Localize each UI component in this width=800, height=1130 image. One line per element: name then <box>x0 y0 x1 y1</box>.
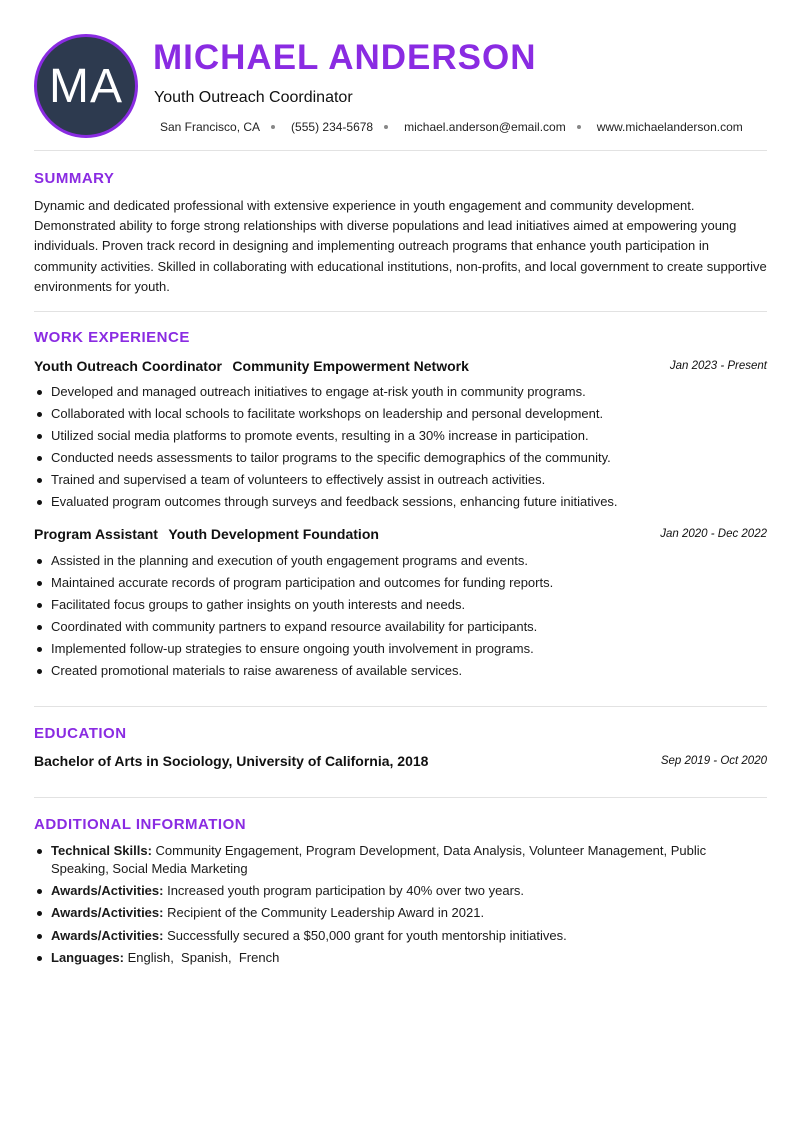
list-item: Evaluated program outcomes through surveys and feedback sessions, enhancing future initiatives. <box>34 493 767 511</box>
contact-line <box>160 120 743 134</box>
dot-separator-icon <box>384 125 388 129</box>
job-dates: Jan 2020 - Dec 2022 <box>660 528 767 540</box>
candidate-title: Youth Outreach Coordinator <box>154 89 353 106</box>
list-item: Collaborated with local schools to facilitate workshops on leadership and personal development. <box>34 405 767 423</box>
contact-website[interactable]: www.michaelanderson.com <box>596 120 743 134</box>
section-divider <box>34 311 767 312</box>
job-header <box>34 358 767 376</box>
job-organization: Youth Development Foundation <box>168 526 379 542</box>
list-item: Developed and managed outreach initiatives to engage at-risk youth in community programs. <box>34 383 767 401</box>
section-divider <box>34 150 767 151</box>
item-text: Community Engagement, Program Development, Data Analysis, Volunteer Management, Public Speaking, Social Media Marketing <box>51 843 707 876</box>
additional-heading: ADDITIONAL INFORMATION <box>34 816 247 833</box>
section-divider <box>34 706 767 707</box>
item-text: Increased youth program participation by 40% over two years. <box>163 883 525 899</box>
contact-email[interactable]: michael.anderson@email.com <box>404 120 566 134</box>
list-item <box>34 882 767 900</box>
list-item <box>34 842 767 878</box>
list-item: Utilized social media platforms to promote events, resulting in a 30% increase in participation. <box>34 427 767 445</box>
list-item: Facilitated focus groups to gather insights on youth interests and needs. <box>34 596 767 614</box>
list-item: Conducted needs assessments to tailor programs to the specific demographics of the community. <box>34 449 767 467</box>
item-label: Awards/Activities: <box>51 927 164 943</box>
job-bullets <box>34 383 767 516</box>
item-label: Languages: <box>51 949 124 965</box>
item-label: Awards/Activities: <box>51 905 164 921</box>
list-item <box>34 949 767 967</box>
summary-heading: SUMMARY <box>34 170 115 187</box>
resume-header <box>0 0 800 150</box>
list-item: Trained and supervised a team of volunteers to effectively assist in outreach activities. <box>34 471 767 489</box>
job-dates: Jan 2023 - Present <box>669 360 767 372</box>
list-item: Coordinated with community partners to expand resource availability for participants. <box>34 618 767 636</box>
contact-phone: (555) 234-5678 <box>291 120 374 134</box>
list-item: Created promotional materials to raise awareness of available services. <box>34 662 767 680</box>
experience-heading: WORK EXPERIENCE <box>34 329 190 346</box>
dot-separator-icon <box>271 125 275 129</box>
education-degree: Bachelor of Arts in Sociology, University of California, 2018 <box>34 753 429 769</box>
job-organization: Community Empowerment Network <box>232 358 469 374</box>
summary-text: Dynamic and dedicated professional with extensive experience in youth engagement and community development. Demonstrated ability to forge strong relationships with diverse populations and lead initiatives aimed at empowering young individuals. Proven track record in designing and implementing outreach programs that enhance youth participation in community activities. Skilled in collaborating with educational institutions, non-profits, and local government to create supportive environments for youth. <box>34 198 767 294</box>
avatar-initials: MA <box>34 34 138 138</box>
list-item <box>34 927 767 945</box>
item-text: English, Spanish, French <box>123 949 280 965</box>
contact-location: San Francisco, CA <box>160 120 261 134</box>
list-item: Maintained accurate records of program participation and outcomes for funding reports. <box>34 574 767 592</box>
additional-list <box>34 842 767 971</box>
item-label: Awards/Activities: <box>51 883 164 899</box>
list-item: Implemented follow-up strategies to ensure ongoing youth involvement in programs. <box>34 640 767 658</box>
job-role: Program Assistant <box>34 526 158 542</box>
job-role: Youth Outreach Coordinator <box>34 358 222 374</box>
list-item: Assisted in the planning and execution of youth engagement programs and events. <box>34 552 767 570</box>
candidate-name: MICHAEL ANDERSON <box>153 38 537 77</box>
item-label: Technical Skills: <box>51 843 152 858</box>
list-item <box>34 904 767 922</box>
education-dates: Sep 2019 - Oct 2020 <box>660 755 767 767</box>
dot-separator-icon <box>577 125 581 129</box>
job-header <box>34 526 767 544</box>
item-text: Successfully secured a $50,000 grant for youth mentorship initiatives. <box>163 927 567 943</box>
education-heading: EDUCATION <box>34 725 127 742</box>
job-bullets <box>34 552 767 685</box>
item-text: Recipient of the Community Leadership Award in 2021. <box>163 905 485 921</box>
education-entry <box>34 753 767 771</box>
section-divider <box>34 797 767 798</box>
